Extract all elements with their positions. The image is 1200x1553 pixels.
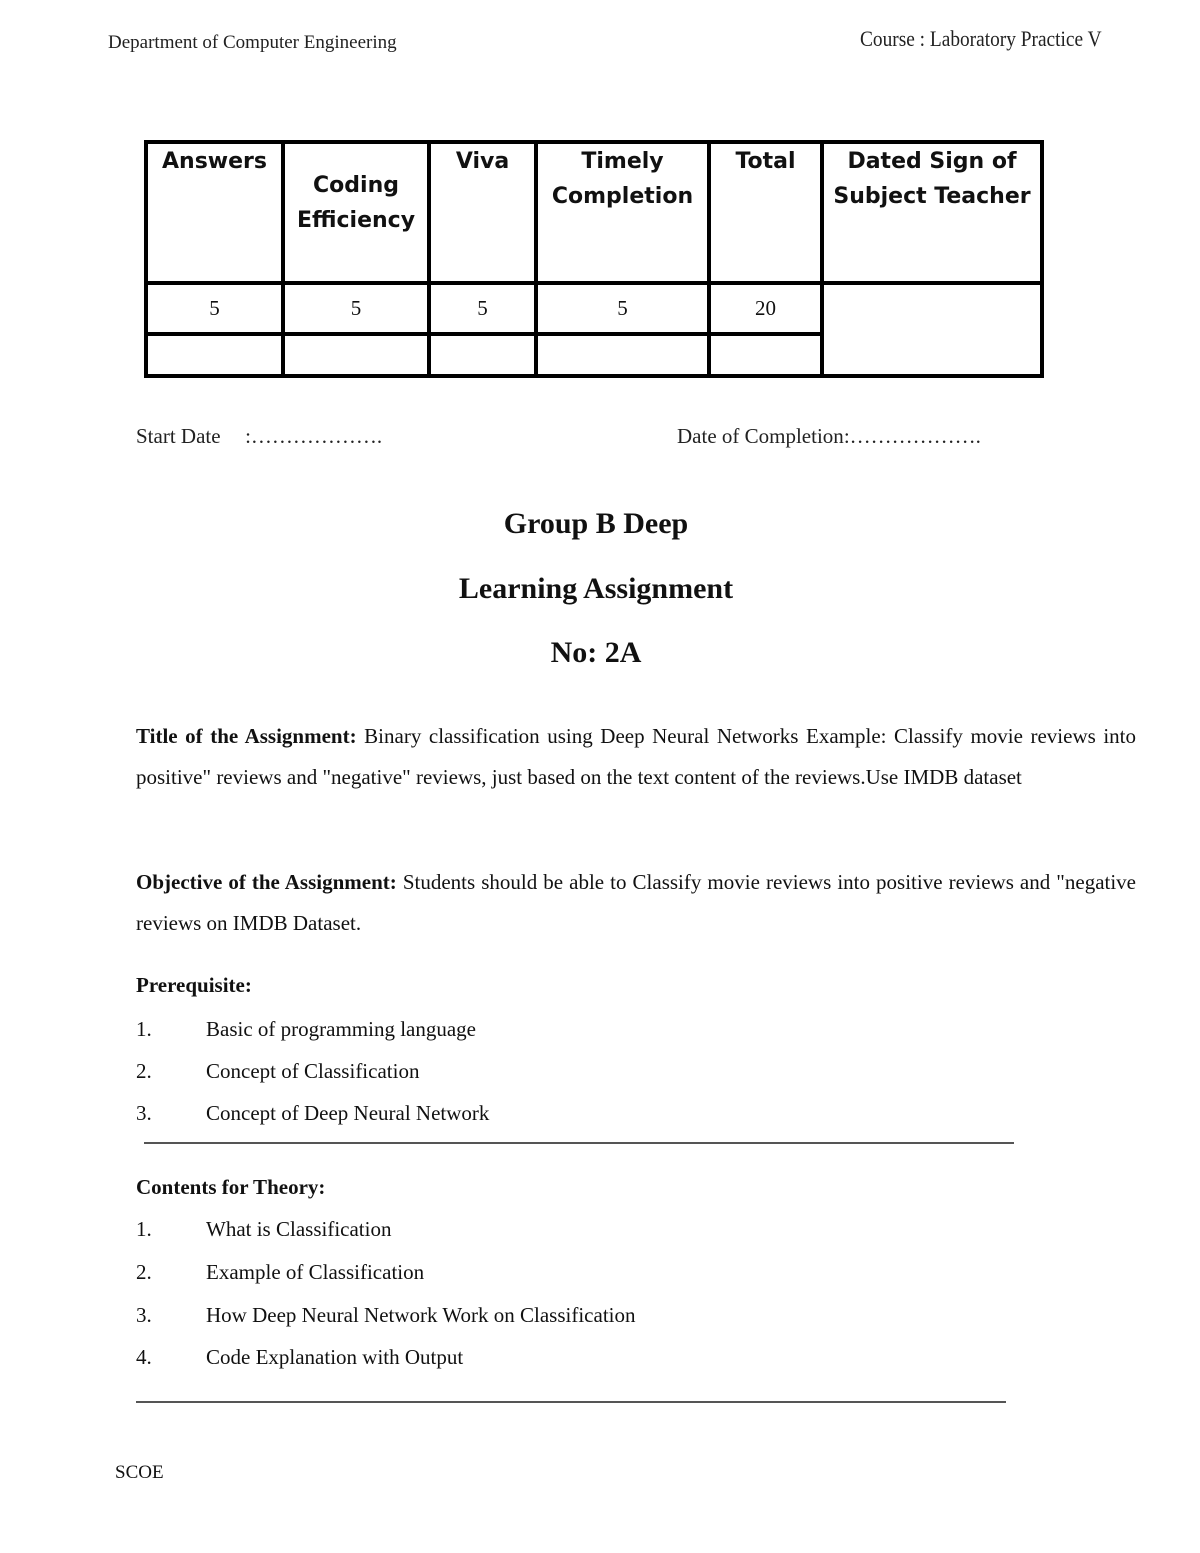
divider-line: [144, 1142, 1014, 1144]
completion-date: [677, 424, 981, 449]
title-line-1: Group B Deep: [503, 507, 689, 540]
obtained-coding-efficiency: [283, 334, 429, 376]
obtained-timely-completion: [536, 334, 709, 376]
objective-paragraph: [136, 862, 1136, 944]
header-coding-efficiency: Coding Efficiency: [283, 142, 429, 283]
header-viva: Viva: [429, 142, 536, 283]
max-total: 20: [709, 283, 822, 334]
max-answers: 5: [146, 283, 283, 334]
theory-item: 2. Example of Classification: [136, 1260, 425, 1284]
theory-item: 4. Code Explanation with Output: [136, 1345, 464, 1369]
header-answers: Answers: [146, 142, 283, 283]
obtained-answers: [146, 334, 283, 376]
assignment-title-text: Binary classification using Deep Neural Networks Example: Classify movie reviews into positive" reviews and "negative" reviews, just based on the text content of the reviews.Use IMDB dataset: [136, 724, 1137, 789]
header-department: Department of Computer Engineering: [108, 32, 397, 53]
prerequisite-heading: Prerequisite:: [136, 973, 252, 997]
assignment-title-label: Title of the Assignment:: [136, 724, 357, 748]
start-date-label: Start Date: [136, 424, 221, 448]
footer-text: SCOE: [115, 1462, 164, 1483]
theory-item: 1. What is Classification: [136, 1217, 392, 1241]
start-date: [136, 424, 382, 449]
max-coding-efficiency: 5: [283, 283, 429, 334]
max-timely-completion: 5: [536, 283, 709, 334]
assignment-title-paragraph: [136, 716, 1136, 798]
header-teacher-sign: Dated Sign of Subject Teacher: [822, 142, 1042, 283]
divider-line: [136, 1401, 1006, 1403]
title-line-2: Learning Assignment: [458, 572, 734, 605]
max-viva: 5: [429, 283, 536, 334]
obtained-total: [709, 334, 822, 376]
start-date-value: :……………….: [245, 424, 383, 448]
theory-item: 3. How Deep Neural Network Work on Classification: [136, 1303, 636, 1327]
header-timely-completion: Timely Completion: [536, 142, 709, 283]
objective-label: Objective of the Assignment:: [136, 870, 397, 894]
completion-date-value: :……………….: [843, 424, 981, 448]
header-total: Total: [709, 142, 822, 283]
teacher-sign-cell: [822, 283, 1042, 376]
obtained-viva: [429, 334, 536, 376]
theory-heading: Contents for Theory:: [136, 1175, 326, 1199]
completion-date-label: Date of Completion: [677, 424, 844, 448]
max-marks-row: [146, 283, 1042, 334]
prerequisite-item: 1. Basic of programming language: [136, 1017, 477, 1041]
marks-table: [144, 140, 1044, 378]
prerequisite-item: 2. Concept of Classification: [136, 1059, 420, 1083]
header-course: Course : Laboratory Practice V: [860, 26, 1102, 51]
title-line-3: No: 2A: [550, 636, 642, 669]
marks-header-row: [146, 142, 1042, 283]
prerequisite-item: 3. Concept of Deep Neural Network: [136, 1101, 490, 1125]
objective-text: Students should be able to Classify movie reviews into positive reviews and "negative reviews on IMDB Dataset.: [136, 870, 1136, 935]
